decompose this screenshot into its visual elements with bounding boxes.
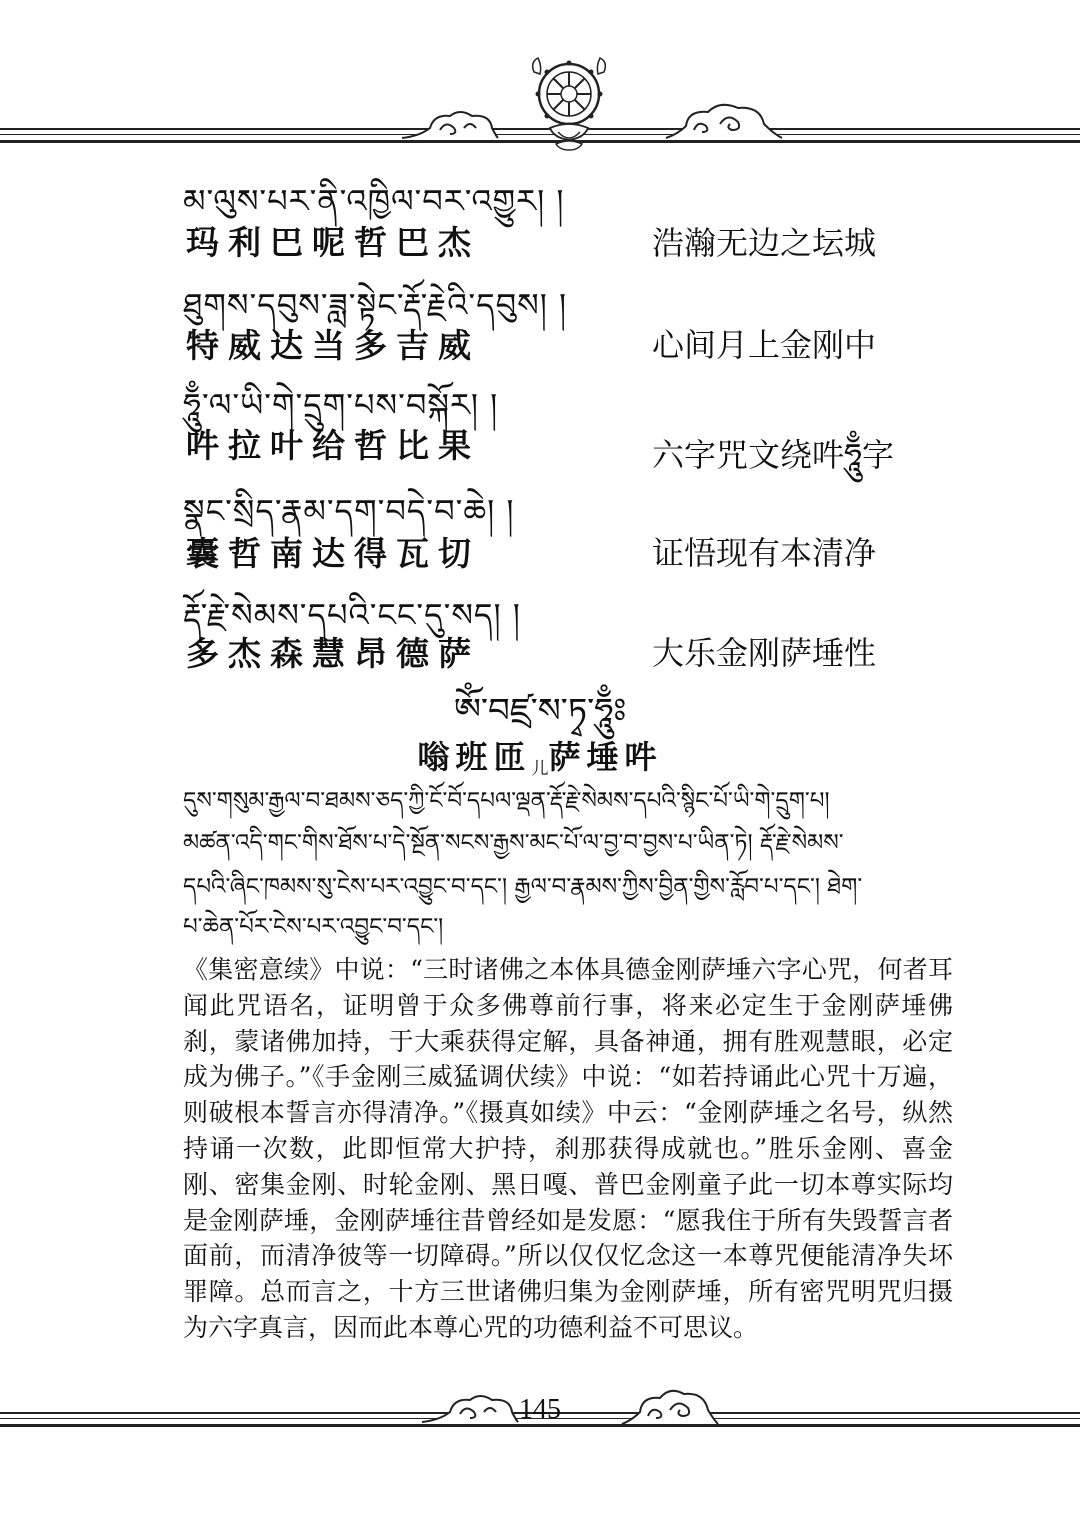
mantra-tibetan: ཨོཾ་བཛྲ་ས་ཏྭ་ཧཱུྃཿ bbox=[453, 691, 627, 731]
verse-transliteration: 多杰森慧昂德萨 bbox=[186, 634, 480, 673]
verse-translation: 大乐金刚萨埵性 bbox=[652, 634, 877, 672]
verse-tibetan: རྡོ་རྗེ་སེམས་དཔའི་ངང་དུ་སད། ། bbox=[183, 596, 521, 634]
tibetan-paragraph-line: དཔའི་ཞིང་ཁམས་སུ་ངེས་པར་འབྱུང་བ་དང་། རྒྱལ་བ་རྣམས་ཀྱིས་བྱིན་གྱིས་རློབ་པ་དང་། ཐེག་ bbox=[183, 874, 863, 900]
verse-transliteration: 吽拉叶给哲比果 bbox=[186, 426, 480, 465]
verse-tibetan: ཐུགས་དབུས་ཟླ་སྟེང་རྡོ་རྗེའི་དབུས། ། bbox=[183, 286, 568, 324]
mantra-chinese-small: 儿 bbox=[531, 759, 549, 779]
verse-translation: 证悟现有本清净 bbox=[652, 534, 877, 572]
verse-translation: 六字咒文绕吽ཧཱུྃ字 bbox=[652, 436, 894, 474]
verse-tibetan: སྣང་སྲིད་རྣམ་དག་བདེ་བ་ཆེ། ། bbox=[183, 492, 515, 530]
cloud-ornament-icon bbox=[664, 100, 784, 140]
cloud-ornament-icon bbox=[400, 108, 500, 142]
chinese-paragraph: 《集密意续》中说：“三时诸佛之本体具德金刚萨埵六字心咒，何者耳闻此咒语名，证明曾于众多佛尊前行事，将来必定生于金刚萨埵佛刹，蒙诸佛加持，于大乘获得定解，具备神通，拥有胜观慧眼，必定成为佛子。”《手金刚三威猛调伏续》中说：“如若持诵此心咒十万遍，则破根本誓言亦得清净。”《摄真如续》中云：“金刚萨埵之名号，纵然持诵一次数，此即恒常大护持，刹那获得成就也。”胜乐金刚、喜金刚、密集金刚、时轮金刚、黑日嘎、普巴金刚童子此一切本尊实际均是金刚萨埵，金刚萨埵往昔曾经如是发愿：“愿我住于所有失毁誓言者面前，而清净彼等一切障碍。”所以仅仅忆念这一本尊咒便能清净失坏罪障。总而言之，十方三世诸佛归集为金刚萨埵，所有密咒明咒归摄为六字真言，因而此本尊心咒的功德利益不可思议。 bbox=[183, 955, 953, 1342]
verse-transliteration: 玛利巴呢哲巴杰 bbox=[186, 223, 480, 262]
verse-translation: 浩瀚无边之坛城 bbox=[652, 224, 877, 262]
mantra-chinese-part: 嗡班匝 bbox=[417, 738, 532, 776]
dharma-wheel-icon bbox=[528, 54, 610, 152]
mantra-chinese-part: 萨埵吽 bbox=[548, 738, 663, 776]
page-number: 145 bbox=[519, 1394, 561, 1425]
verse-translation: 心间月上金刚中 bbox=[652, 326, 877, 364]
verse-tibetan: ཧཱུྃ་ལ་ཡི་གེ་དྲུག་པས་བསྐོར། ། bbox=[183, 386, 499, 424]
verse-tibetan: མ་ལུས་པར་ནི་འཁྱིལ་བར་འགྱུར། ། bbox=[183, 182, 565, 220]
tibetan-paragraph-line: པ་ཆེན་པོར་ངེས་པར་འབྱུང་བ་དང་། bbox=[183, 914, 444, 940]
tibetan-paragraph-line: མཚན་འདི་གང་གིས་ཐོས་པ་དེ་སྔོན་སངས་རྒྱས་མང་པོ་ལ་བྱ་བ་བྱས་པ་ཡིན་ཏེ། རྡོ་རྗེ་སེམས་ bbox=[183, 830, 844, 856]
mantra-chinese bbox=[0, 732, 1080, 779]
verse-transliteration: 囊哲南达得瓦切 bbox=[186, 534, 480, 573]
verse-transliteration: 特威达当多吉威 bbox=[186, 326, 480, 365]
tibetan-paragraph-line: དུས་གསུམ་རྒྱལ་བ་ཐམས་ཅད་ཀྱི་ངོ་བོ་དཔལ་ལྡན་རྡོ་རྗེ་སེམས་དཔའི་སྙིང་པོ་ཡི་གེ་དྲུག་པ། bbox=[183, 788, 830, 814]
